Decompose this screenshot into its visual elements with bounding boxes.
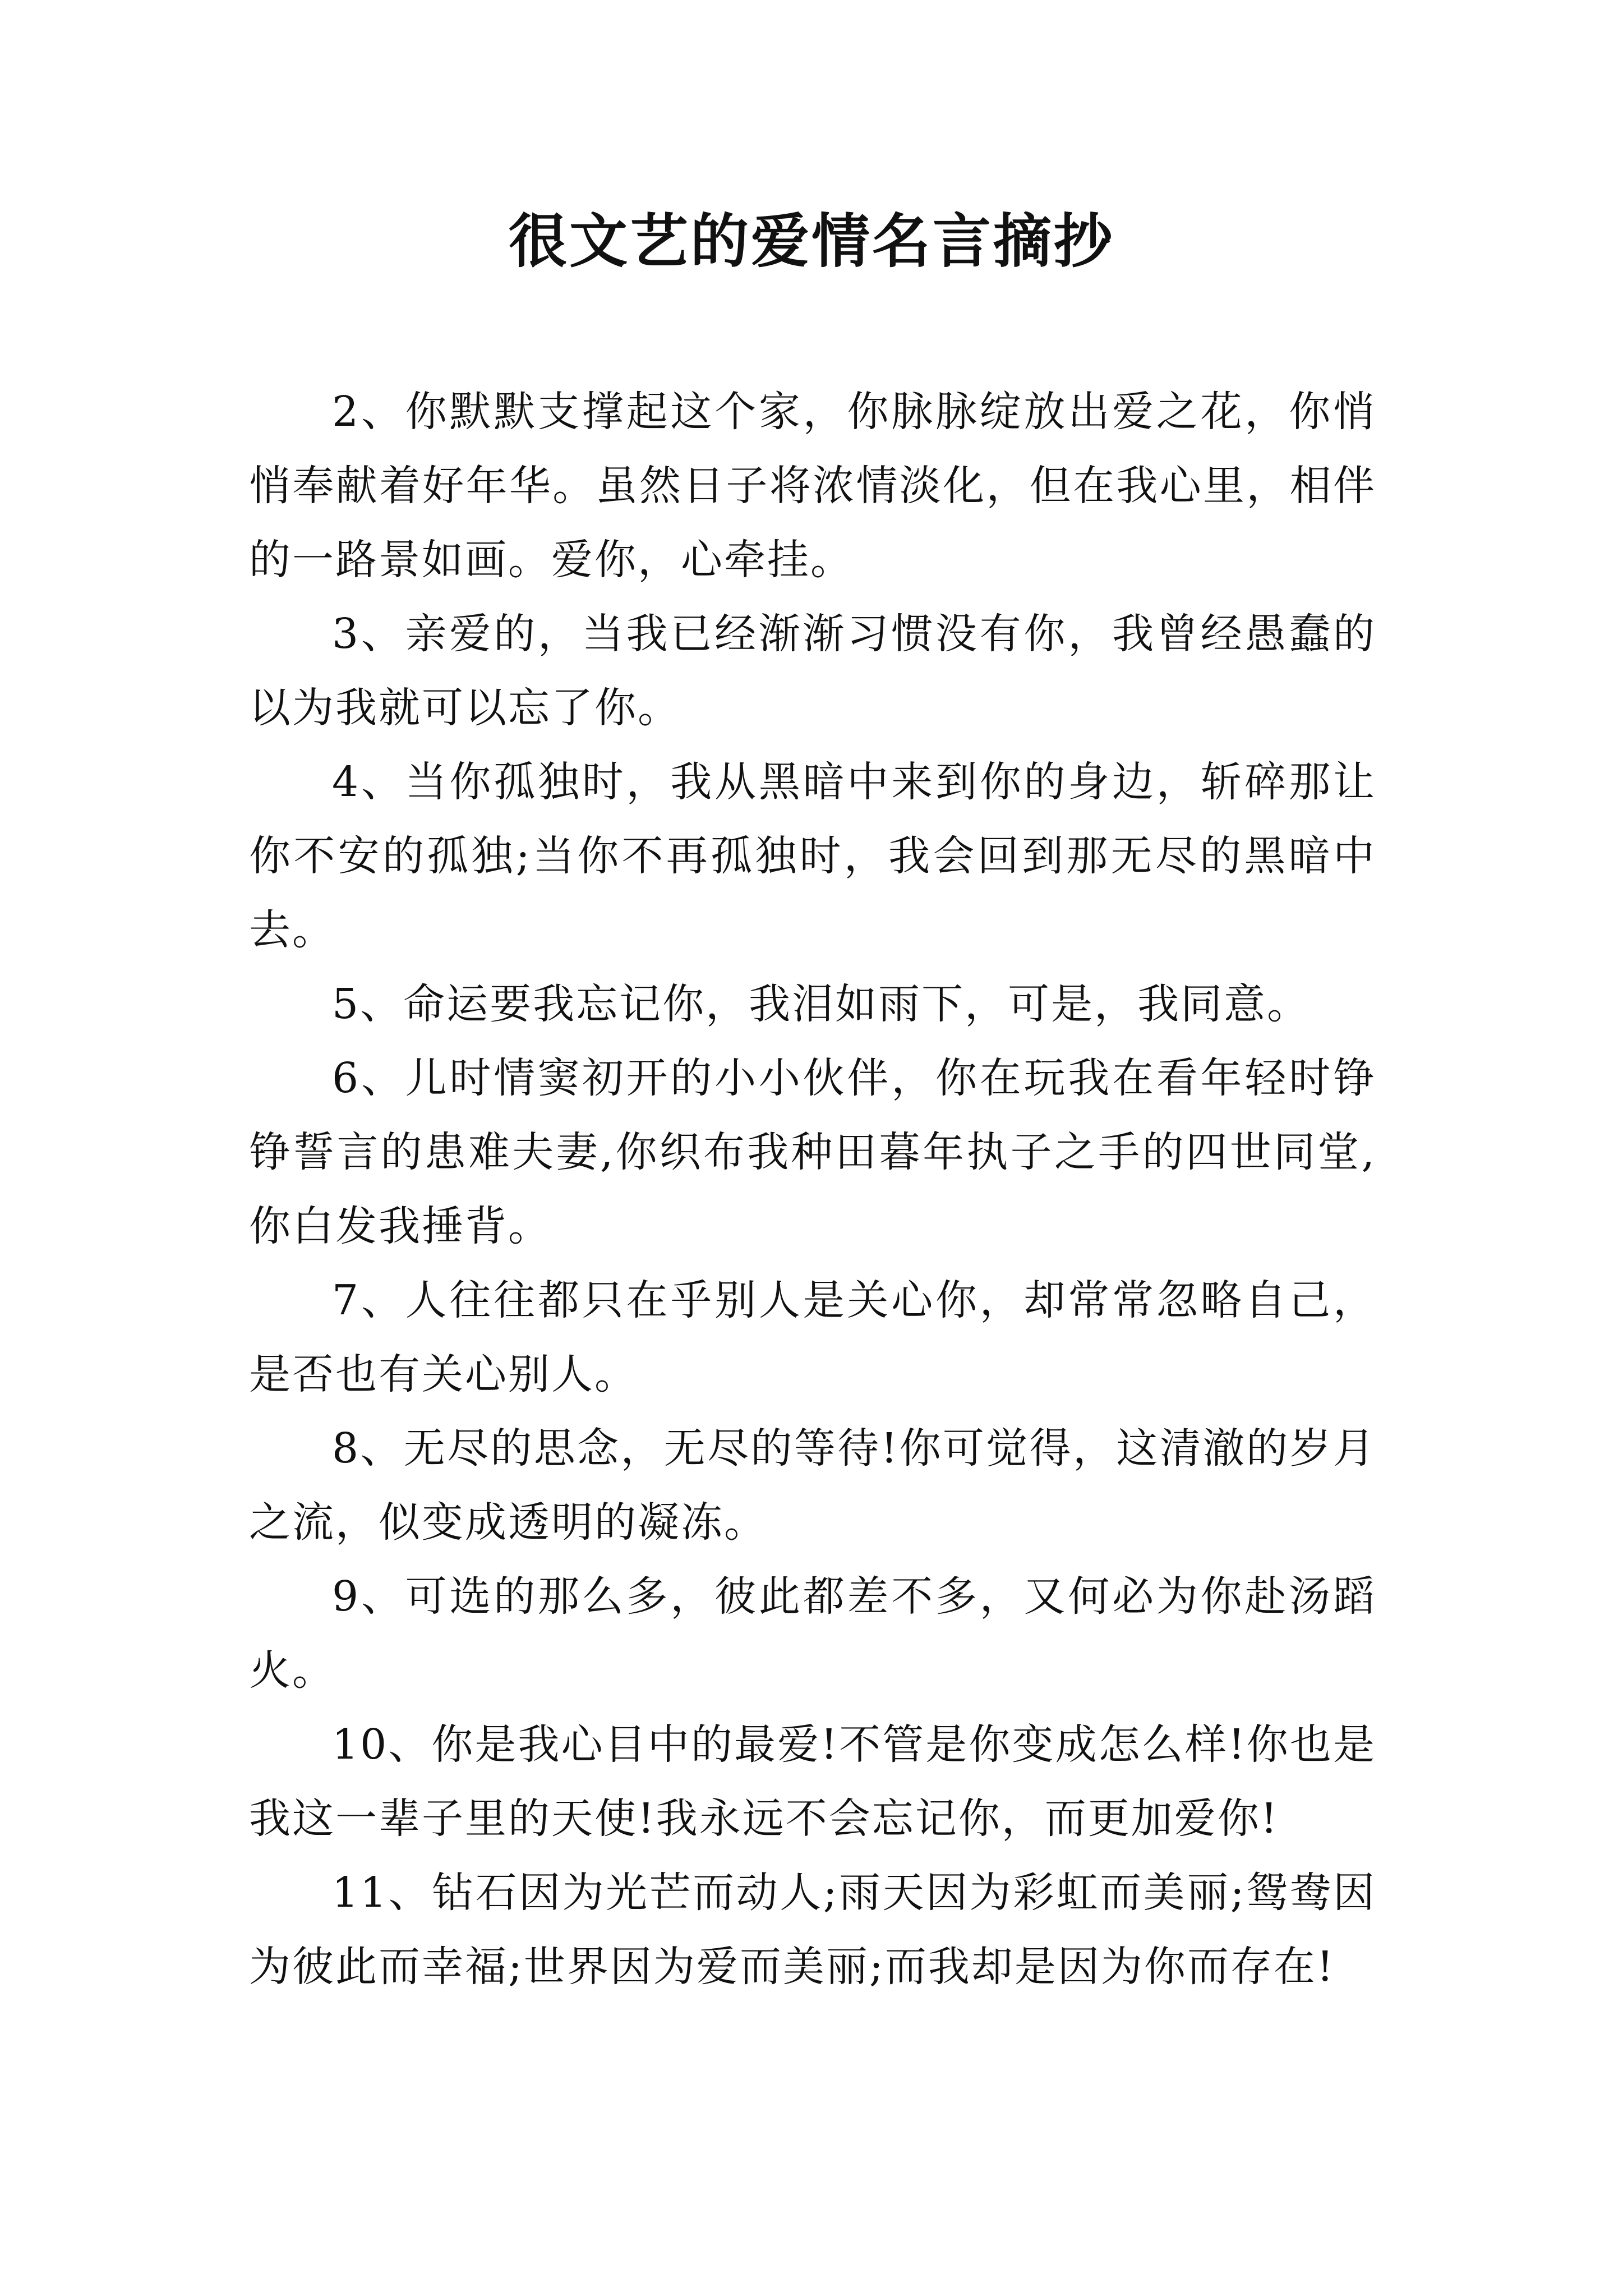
paragraph-quote-7: 7、人往往都只在乎别人是关心你，却常常忽略自己，是否也有关心别人。 [249, 1276, 1376, 1398]
paragraph-quote-9: 9、可选的那么多，彼此都差不多，又何必为你赴汤蹈火。 [249, 1572, 1376, 1695]
paragraph-quote-10: 10、你是我心目中的最爱!不管是你变成怎么样!你也是我这一辈子里的天使!我永远不会忘记你，而更加爱你! [249, 1720, 1376, 1843]
paragraph-quote-6: 6、儿时情窦初开的小小伙伴，你在玩我在看年轻时铮铮誓言的患难夫妻,你织布我种田暮年执子之手的四世同堂,你白发我捶背。 [249, 1054, 1376, 1250]
paragraph-quote-4: 4、当你孤独时，我从黑暗中来到你的身边，斩碎那让你不安的孤独;当你不再孤独时，我会回到那无尽的黑暗中去。 [249, 758, 1376, 954]
paragraph-quote-11: 11、钻石因为光芒而动人;雨天因为彩虹而美丽;鸳鸯因为彼此而幸福;世界因为爱而美丽;而我却是因为你而存在! [249, 1869, 1376, 1991]
paragraph-quote-2: 2、你默默支撑起这个家，你脉脉绽放出爱之花，你悄悄奉献着好年华。虽然日子将浓情淡化，但在我心里，相伴的一路景如画。爱你，心牵挂。 [249, 388, 1376, 584]
paragraph-quote-3: 3、亲爱的，当我已经渐渐习惯没有你，我曾经愚蠢的以为我就可以忘了你。 [249, 610, 1376, 732]
document-body [249, 375, 1376, 2004]
document-title: 很文艺的爱情名言摘抄 [508, 206, 1114, 275]
paragraph-quote-5: 5、命运要我忘记你，我泪如雨下，可是，我同意。 [332, 980, 1311, 1028]
paragraph-quote-8: 8、无尽的思念，无尽的等待!你可觉得，这清澈的岁月之流，似变成透明的凝冻。 [249, 1424, 1376, 1547]
